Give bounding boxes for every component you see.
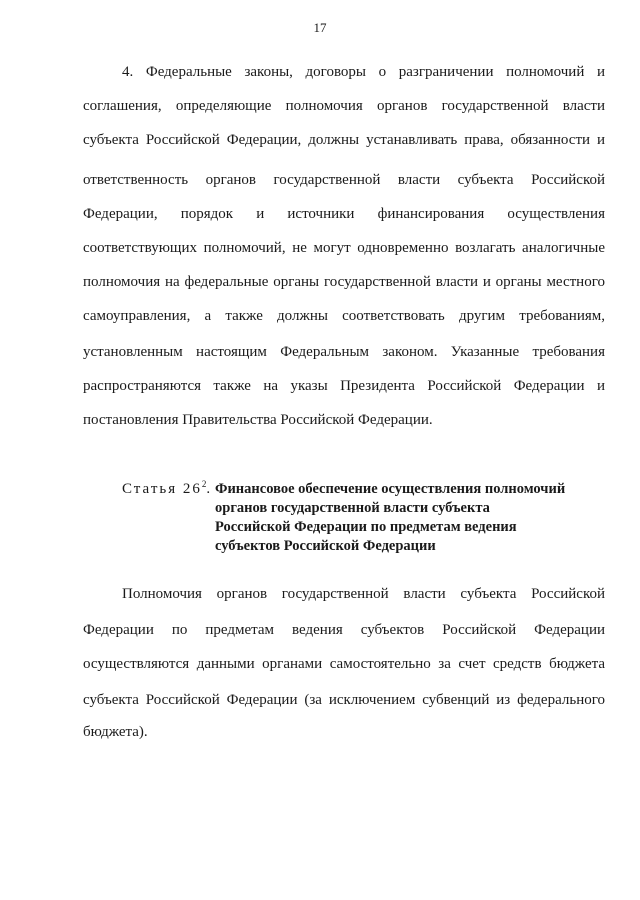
paragraph-line: Федерации по предметам ведения субъектов Российской Федерации xyxy=(83,622,605,638)
article-title xyxy=(215,480,605,556)
article-label xyxy=(122,480,212,499)
paragraph-line: постановления Правительства Российской Федерации. xyxy=(83,412,433,428)
paragraph-line: субъекта Российской Федерации, должны устанавливать права, обязанности и xyxy=(83,132,605,148)
paragraph-line: самоуправления, а также должны соответствовать другим требованиям, xyxy=(83,308,605,324)
paragraph-line: Полномочия органов государственной власти субъекта Российской xyxy=(122,586,605,602)
paragraph-line: осуществляются данными органами самостоятельно за счет средств бюджета xyxy=(83,656,605,672)
paragraph-line: 4. Федеральные законы, договоры о разграничении полномочий и xyxy=(122,64,605,80)
article-label-text: Статья 26 xyxy=(122,481,202,497)
article-label-suffix: . xyxy=(206,481,213,497)
paragraph-line: бюджета). xyxy=(83,724,148,740)
paragraph-line: субъекта Российской Федерации (за исключением субвенций из федерального xyxy=(83,692,605,708)
article-label-superscript: 2 xyxy=(201,479,207,489)
article-title-line: Российской Федерации по предметам ведения xyxy=(215,519,517,535)
paragraph-line: полномочия на федеральные органы государственной власти и органы местного xyxy=(83,274,605,290)
paragraph-line: установленным настоящим Федеральным законом. Указанные требования xyxy=(83,344,605,360)
article-title-line: субъектов Российской Федерации xyxy=(215,538,436,554)
page-number: 17 xyxy=(313,20,327,35)
article-title-line: органов государственной власти субъекта xyxy=(215,500,490,516)
paragraph-line: Федерации, порядок и источники финансирования осуществления xyxy=(83,206,605,222)
paragraph-line: соглашения, определяющие полномочия органов государственной власти xyxy=(83,98,605,114)
paragraph-line: распространяются также на указы Президента Российской Федерации и xyxy=(83,378,605,394)
paragraph-line: соответствующих полномочий, не могут одновременно возлагать аналогичные xyxy=(83,240,605,256)
paragraph-line: ответственность органов государственной власти субъекта Российской xyxy=(83,172,605,188)
article-title-line: Финансовое обеспечение осуществления полномочий xyxy=(215,481,566,497)
